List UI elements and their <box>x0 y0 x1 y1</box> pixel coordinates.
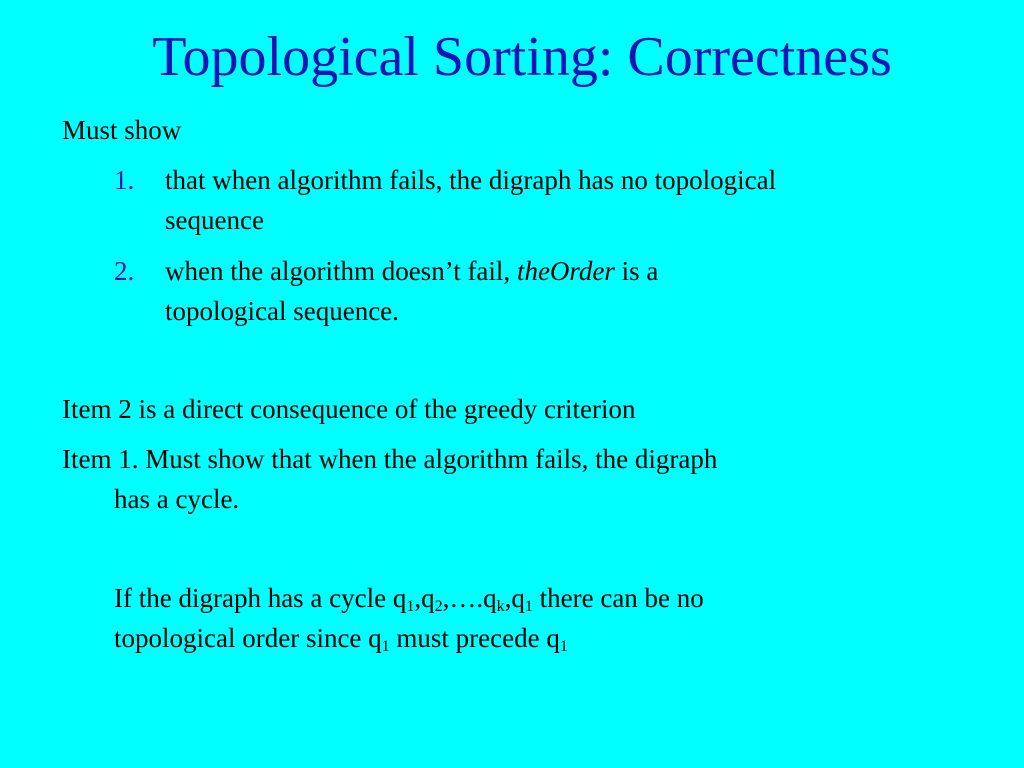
list-number-2: 2. <box>114 256 135 286</box>
cycle-line2-text-1: topological order since q <box>114 623 382 653</box>
cycle-text-3: ,….q <box>442 583 497 613</box>
cycle-text-2: ,q <box>414 583 435 613</box>
cycle-statement-line1 <box>114 578 704 618</box>
list-number-1: 1. <box>114 165 135 195</box>
the-order-term: theOrder <box>516 256 615 286</box>
cycle-line2-subscript-2: 1 <box>559 638 568 655</box>
slide-title: Topological Sorting: Correctness <box>152 26 892 88</box>
cycle-line2-subscript-1: 1 <box>381 638 390 655</box>
subscript-1: 1 <box>406 598 415 615</box>
item2-statement: Item 2 is a direct consequence of the greedy criterion <box>62 394 636 424</box>
cycle-text-5: there can be no <box>532 583 704 613</box>
must-show-text: Must show <box>62 115 182 145</box>
subscript-1b: 1 <box>524 598 533 615</box>
item1-statement-line1: Item 1. Must show that when the algorithm fails, the digraph <box>62 444 718 474</box>
list-item-1-line2: sequence <box>165 205 264 235</box>
cycle-text-1: If the digraph has a cycle q <box>114 583 407 613</box>
list-item-2-text-before: when the algorithm doesn’t fail, <box>165 256 517 286</box>
list-item-2-text-after: is a <box>614 256 659 286</box>
cycle-text-4: ,q <box>504 583 525 613</box>
subscript-2: 2 <box>434 598 443 615</box>
list-item-1-line1: that when algorithm fails, the digraph has no topological <box>165 165 777 195</box>
subscript-k: k <box>496 598 505 615</box>
list-item-2-line2: topological sequence. <box>165 296 399 326</box>
list-item-2-line1 <box>165 251 658 291</box>
cycle-line2-text-2: must precede q <box>389 623 560 653</box>
item1-statement-line2: has a cycle. <box>114 484 240 514</box>
cycle-statement-line2 <box>114 618 568 658</box>
